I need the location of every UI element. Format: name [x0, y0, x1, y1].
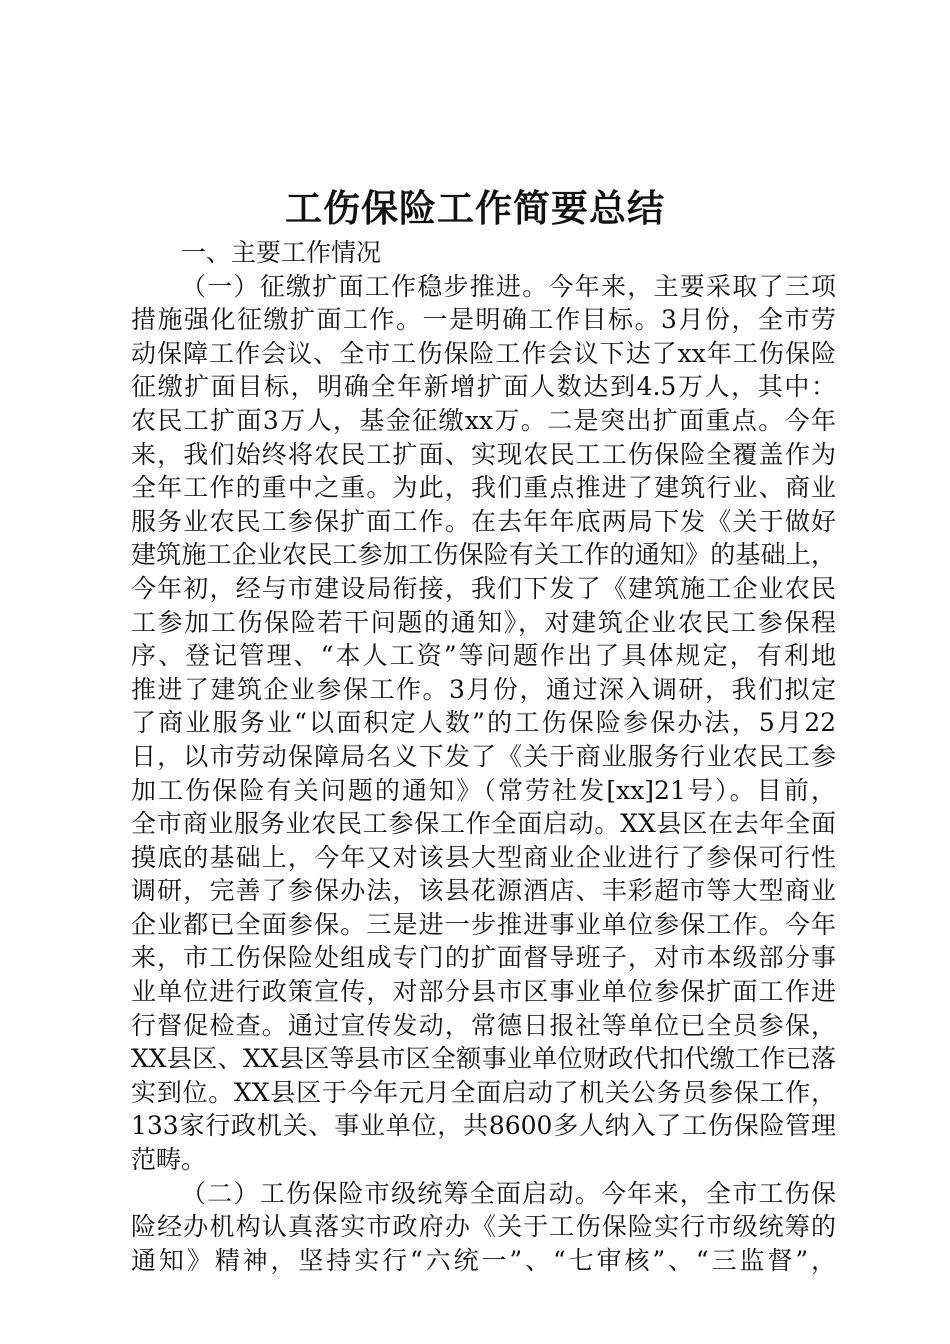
paragraph-line: 动保障工作会议、全市工伤保险工作会议下达了xx年工伤保险 [131, 338, 836, 368]
paragraph-line: 险经办机构认真落实市政府办《关于工伤保险实行市级统筹的 [131, 1212, 836, 1242]
paragraph-line: 133家行政机关、事业单位，共8600多人纳入了工伤保险管理 [131, 1111, 836, 1141]
paragraph-line: 范畴。 [131, 1145, 207, 1175]
paragraph-line: 序、登记管理、“本人工资”等问题作出了具体规定，有利地 [131, 641, 836, 671]
paragraph-line: （一）征缴扩面工作稳步推进。今年来，主要采取了三项 [181, 271, 836, 301]
paragraph-line: 加工伤保险有关问题的通知》（常劳社发[xx]21号）。目前， [131, 775, 836, 805]
paragraph-line: 日，以市劳动保障局名义下发了《关于商业服务行业农民工参 [131, 741, 836, 771]
paragraph-line: 来，市工伤保险处组成专门的扩面督导班子，对市本级部分事 [131, 943, 836, 973]
section-heading: 一、主要工作情况 [181, 238, 382, 267]
paragraph-line: 摸底的基础上，今年又对该县大型商业企业进行了参保可行性 [131, 842, 836, 872]
paragraph-line: 通知》精神，坚持实行“六统一”、“七审核”、“三监督”， [131, 1245, 836, 1275]
paragraph-line: 征缴扩面目标，明确全年新增扩面人数达到4.5万人，其中： [131, 372, 836, 402]
paragraph-line: 调研，完善了参保办法，该县花源酒店、丰彩超市等大型商业 [131, 876, 836, 906]
paragraph-line: XX县区、XX县区等县市区全额事业单位财政代扣代缴工作已落 [131, 1044, 836, 1074]
paragraph-line: 措施强化征缴扩面工作。一是明确工作目标。3月份，全市劳 [131, 305, 836, 335]
paragraph-line: （二）工伤保险市级统筹全面启动。今年来，全市工伤保 [181, 1178, 836, 1208]
paragraph-collection-expansion [131, 270, 836, 1177]
paragraph-city-level-pooling [131, 1177, 836, 1278]
paragraph-line: 建筑施工企业农民工参加工伤保险有关工作的通知》的基础上， [131, 540, 836, 570]
document-title: 工伤保险工作简要总结 [285, 186, 665, 230]
paragraph-line: 了商业服务业“以面积定人数”的工伤保险参保办法，5月22 [131, 708, 836, 738]
paragraph-line: 全年工作的重中之重。为此，我们重点推进了建筑行业、商业 [131, 473, 836, 503]
paragraph-line: 服务业农民工参保扩面工作。在去年年底两局下发《关于做好 [131, 506, 836, 536]
paragraph-line: 实到位。XX县区于今年元月全面启动了机关公务员参保工作， [131, 1077, 836, 1107]
paragraph-line: 企业都已全面参保。三是进一步推进事业单位参保工作。今年 [131, 909, 836, 939]
paragraph-line: 来，我们始终将农民工扩面、实现农民工工伤保险全覆盖作为 [131, 439, 836, 469]
paragraph-line: 工参加工伤保险若干问题的通知》，对建筑企业农民工参保程 [131, 607, 836, 637]
paragraph-line: 农民工扩面3万人，基金征缴xx万。二是突出扩面重点。今年 [131, 405, 836, 435]
paragraph-line: 行督促检查。通过宣传发动，常德日报社等单位已全员参保， [131, 1010, 836, 1040]
paragraph-line: 推进了建筑企业参保工作。3月份，通过深入调研，我们拟定 [131, 674, 836, 704]
document-body [131, 236, 836, 1277]
paragraph-line: 全市商业服务业农民工参保工作全面启动。XX县区在去年全面 [131, 809, 836, 839]
paragraph-line: 业单位进行政策宣传，对部分县市区事业单位参保扩面工作进 [131, 977, 836, 1007]
paragraph-line: 今年初，经与市建设局衔接，我们下发了《建筑施工企业农民 [131, 573, 836, 603]
